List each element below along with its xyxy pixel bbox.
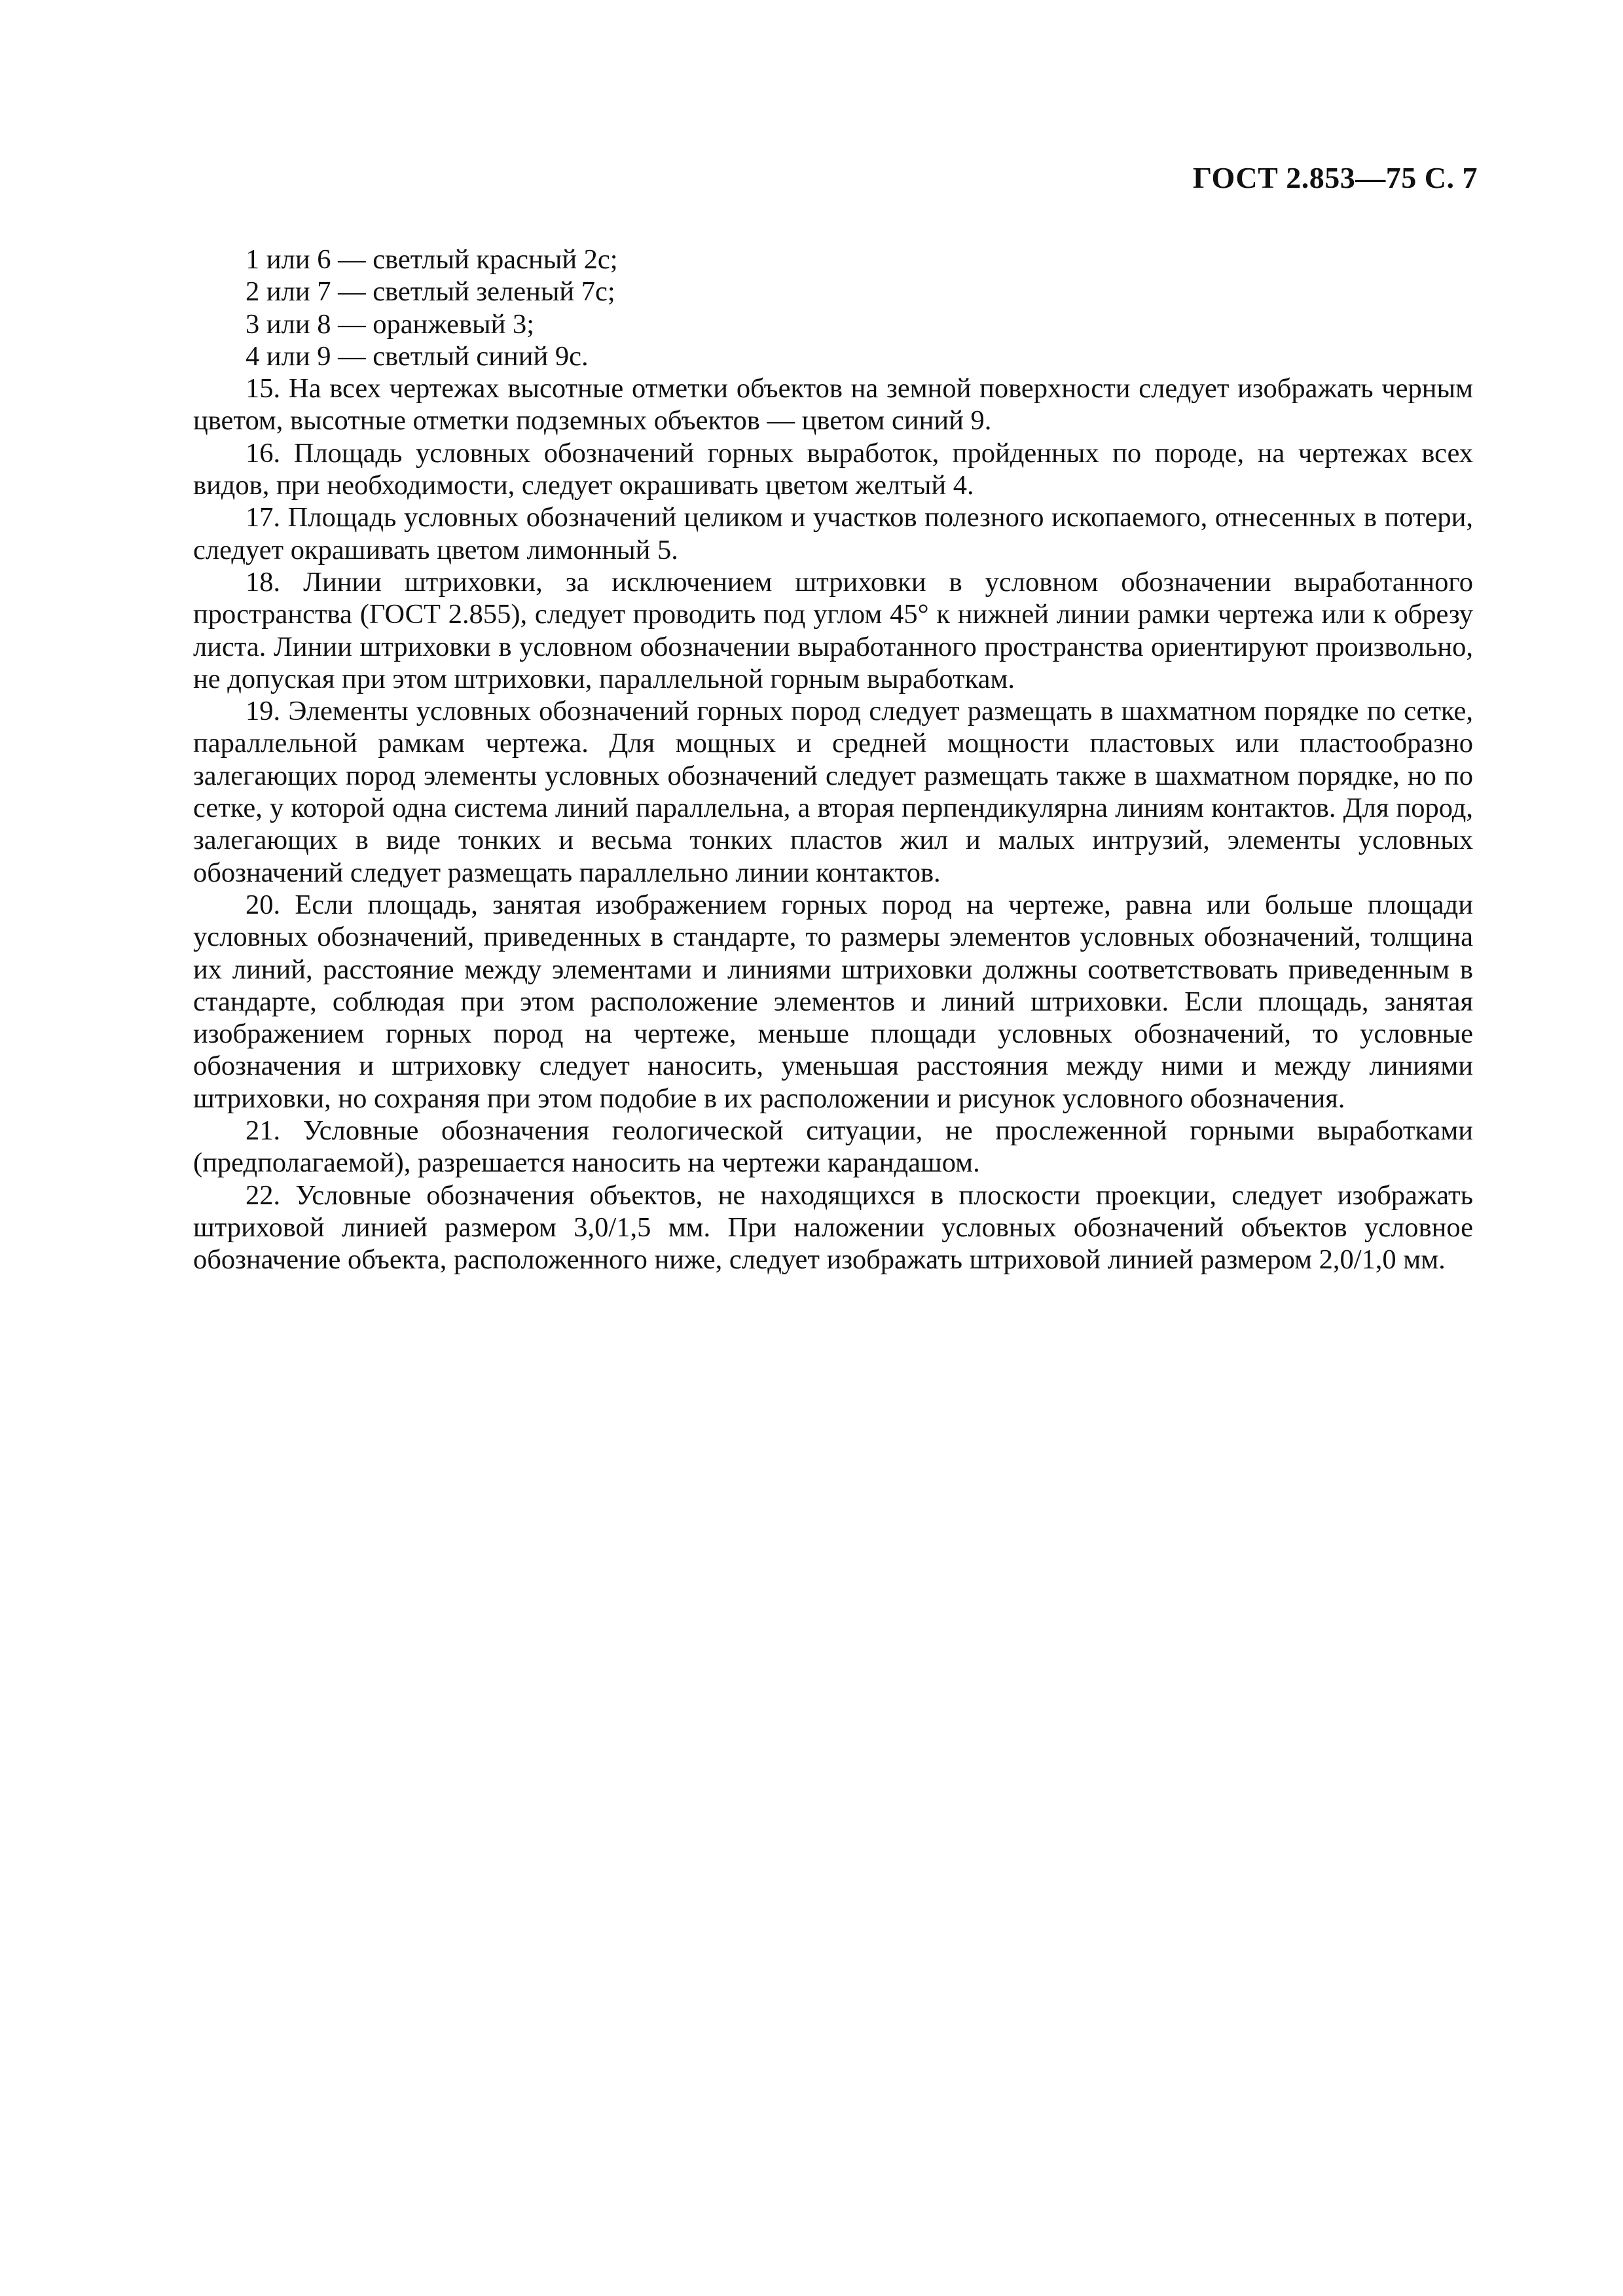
paragraph-20: 20. Если площадь, занятая изображением горных пород на чертеже, равна или больше площади условных обозначений, приведенных в стандарте, то размеры элементов условных обозначений, толщина их линий, расстояние между элементами и линиями штриховки должны соответствовать приведенным в стандарте, соблюдая при этом расположение элементов и линий штриховки. Если площадь, занятая изображением горных пород на чертеже, меньше площади условных обозначений, то условные обозначения и штриховку следует наносить, уменьшая расстояния между ними и между линиями штриховки, но сохраняя при этом подобие в их расположении и рисунок условного обозначения. xyxy=(193,889,1473,1114)
page-header: ГОСТ 2.853—75 С. 7 xyxy=(1192,161,1478,194)
paragraph-15: 15. На всех чертежах высотные отметки объектов на земной поверхности следует изображать черным цветом, высотные отметки подземных объектов — цветом синий 9. xyxy=(193,373,1473,437)
paragraph-18: 18. Линии штриховки, за исключением штриховки в условном обозначении выработанного пространства (ГОСТ 2.855), следует проводить под углом 45° к нижней линии рамки чертежа или к обрезу листа. Линии штриховки в условном обозначении выработанного пространства ориентируют произвольно, не допуская при этом штриховки, параллельной горным выработкам. xyxy=(193,566,1473,694)
color-item-1: 1 или 6 — светлый красный 2с; xyxy=(246,244,618,275)
paragraph-19: 19. Элементы условных обозначений горных пород следует размещать в шахматном порядке по сетке, параллельной рамкам чертежа. Для мощных и средней мощности пластовых или пластообразно залегающих пород элементы условных обозначений следует размещать также в шахматном порядке, но по сетке, у которой одна система линий параллельна, а вторая перпендикулярна линиям контактов. Для пород, залегающих в виде тонких и весьма тонких пластов жил и малых интрузий, элементы условных обозначений следует размещать параллельно линии контактов. xyxy=(193,696,1473,888)
document-body xyxy=(193,243,1473,1276)
paragraph-16: 16. Площадь условных обозначений горных выработок, пройденных по породе, на чертежах всех видов, при необходимости, следует окрашивать цветом желтый 4. xyxy=(193,437,1473,501)
paragraph-22: 22. Условные обозначения объектов, не находящихся в плоскости проекции, следует изображать штриховой линией размером 3,0/1,5 мм. При наложении условных обозначений объектов условное обозначение объекта, расположенного ниже, следует изображать штриховой линией размером 2,0/1,0 мм. xyxy=(193,1179,1473,1276)
color-item-2: 2 или 7 — светлый зеленый 7с; xyxy=(246,276,615,308)
color-item-3: 3 или 8 — оранжевый 3; xyxy=(246,308,535,340)
paragraph-17: 17. Площадь условных обозначений целиком и участков полезного ископаемого, отнесенных в потери, следует окрашивать цветом лимонный 5. xyxy=(193,502,1473,565)
color-item-4: 4 или 9 — светлый синий 9с. xyxy=(246,340,589,372)
paragraph-21: 21. Условные обозначения геологической ситуации, не прослеженной горными выработками (предполагаемой), разрешается наносить на чертежи карандашом. xyxy=(193,1115,1473,1179)
